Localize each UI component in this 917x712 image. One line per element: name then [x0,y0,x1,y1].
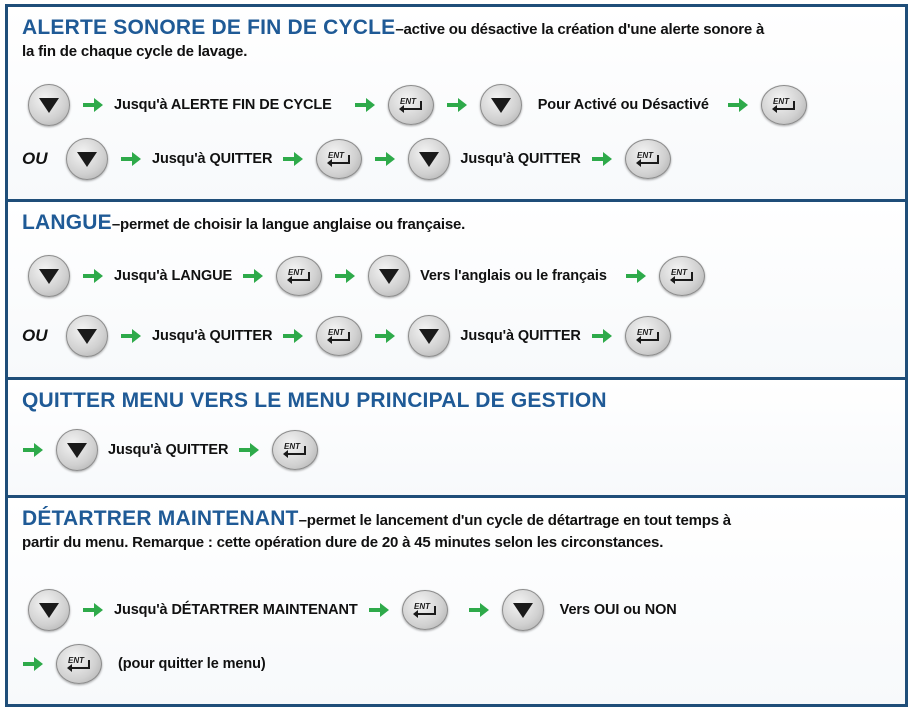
down-arrow-button[interactable] [408,138,450,180]
section-title: ALERTE SONORE DE FIN DE CYCLE [22,16,396,39]
section-description: permet de choisir la langue anglaise ou française. [120,216,466,233]
ent-button[interactable] [388,85,434,125]
green-right-arrow-icon [242,268,264,284]
green-right-arrow-icon [120,151,142,167]
step-row [22,586,681,634]
instruction-panel [5,4,908,707]
svg-text:ENT: ENT [413,602,430,611]
step-text: Jusqu'à ALERTE FIN DE CYCLE [114,97,332,113]
enter-icon [396,95,426,115]
green-right-arrow-icon [354,97,376,113]
section-description-continued: la fin de chaque cycle de lavage. [22,43,248,60]
green-right-arrow-icon [82,602,104,618]
ent-button[interactable] [402,590,448,630]
green-right-arrow-icon [368,602,390,618]
step-text: Pour Activé ou Désactivé [537,97,709,113]
enter-icon [64,654,94,674]
enter-icon [410,600,440,620]
svg-text:ENT: ENT [636,328,653,337]
step-row [22,640,270,688]
step-text: Jusqu'à QUITTER [152,151,273,167]
down-arrow-button[interactable] [66,315,108,357]
step-row-alternative [22,135,677,183]
ent-button[interactable] [316,316,362,356]
ent-button[interactable] [316,139,362,179]
green-right-arrow-icon [591,151,613,167]
ent-button[interactable] [625,139,671,179]
down-triangle-icon [418,327,440,345]
green-right-arrow-icon [22,442,44,458]
green-right-arrow-icon [238,442,260,458]
section-heading [22,17,891,41]
green-right-arrow-icon [282,328,304,344]
down-triangle-icon [38,601,60,619]
svg-text:ENT: ENT [399,97,416,106]
step-text: Vers OUI ou NON [559,602,677,618]
down-arrow-button[interactable] [408,315,450,357]
step-text: Jusqu'à QUITTER [108,442,229,458]
section-langue [8,202,905,380]
title-dash: – [395,21,404,38]
section-heading [22,212,891,236]
ent-button[interactable] [272,430,318,470]
enter-icon [769,95,799,115]
green-right-arrow-icon [374,328,396,344]
step-text: Jusqu'à QUITTER [152,328,273,344]
svg-text:ENT: ENT [636,151,653,160]
down-triangle-icon [76,150,98,168]
green-right-arrow-icon [446,97,468,113]
svg-text:ENT: ENT [328,151,345,160]
green-right-arrow-icon [727,97,749,113]
step-text: Jusqu'à LANGUE [114,268,233,284]
down-arrow-button[interactable] [480,84,522,126]
green-right-arrow-icon [625,268,647,284]
down-arrow-button[interactable] [28,589,70,631]
section-detartrer-maintenant [8,498,905,704]
green-right-arrow-icon [120,328,142,344]
step-row [22,426,324,474]
down-triangle-icon [378,267,400,285]
step-text: Jusqu'à DÉTARTRER MAINTENANT [114,602,358,618]
enter-icon [667,266,697,286]
down-triangle-icon [490,96,512,114]
enter-icon [633,149,663,169]
ent-button[interactable] [56,644,102,684]
green-right-arrow-icon [468,602,490,618]
svg-text:ENT: ENT [670,268,687,277]
down-triangle-icon [38,267,60,285]
green-right-arrow-icon [22,656,44,672]
green-right-arrow-icon [82,268,104,284]
section-title: DÉTARTRER MAINTENANT [22,507,299,530]
green-right-arrow-icon [591,328,613,344]
ent-button[interactable] [625,316,671,356]
enter-icon [633,326,663,346]
down-arrow-button[interactable] [56,429,98,471]
section-description: active ou désactive la création d'une alerte sonore à [403,21,765,38]
step-text: (pour quitter le menu) [118,656,266,672]
down-triangle-icon [66,441,88,459]
down-triangle-icon [76,327,98,345]
enter-icon [324,149,354,169]
enter-icon [324,326,354,346]
green-right-arrow-icon [334,268,356,284]
down-triangle-icon [38,96,60,114]
svg-text:ENT: ENT [288,268,305,277]
section-alerte-sonore [8,7,905,202]
section-description: permet le lancement d'un cycle de détartrage en tout temps à [306,512,731,529]
step-text: Jusqu'à QUITTER [460,151,581,167]
step-row [22,81,813,129]
section-description-continued: partir du menu. Remarque : cette opération dure de 20 à 45 minutes selon les circonstances. [22,534,664,551]
step-row-alternative [22,312,677,360]
title-dash: – [111,216,121,233]
green-right-arrow-icon [82,97,104,113]
section-title: QUITTER MENU VERS LE MENU PRINCIPAL DE GESTION [22,389,607,412]
step-text: Vers l'anglais ou le français [420,268,607,284]
enter-icon [284,266,314,286]
svg-text:ENT: ENT [772,97,789,106]
green-right-arrow-icon [282,151,304,167]
down-triangle-icon [512,601,534,619]
down-arrow-button[interactable] [28,255,70,297]
ent-button[interactable] [761,85,807,125]
down-arrow-button[interactable] [28,84,70,126]
section-heading [22,390,891,414]
enter-icon [280,440,310,460]
ou-label: OU [22,326,48,345]
svg-text:ENT: ENT [328,328,345,337]
section-heading [22,508,891,532]
ou-label: OU [22,149,48,168]
svg-text:ENT: ENT [284,442,301,451]
step-row [22,252,711,300]
down-arrow-button[interactable] [66,138,108,180]
down-arrow-button[interactable] [502,589,544,631]
section-quitter-menu [8,380,905,498]
down-triangle-icon [418,150,440,168]
svg-text:ENT: ENT [68,656,84,665]
step-text: Jusqu'à QUITTER [460,328,581,344]
ent-button[interactable] [276,256,322,296]
down-arrow-button[interactable] [368,255,410,297]
green-right-arrow-icon [374,151,396,167]
section-title: LANGUE [22,211,112,234]
title-dash: – [298,512,307,529]
ent-button[interactable] [659,256,705,296]
